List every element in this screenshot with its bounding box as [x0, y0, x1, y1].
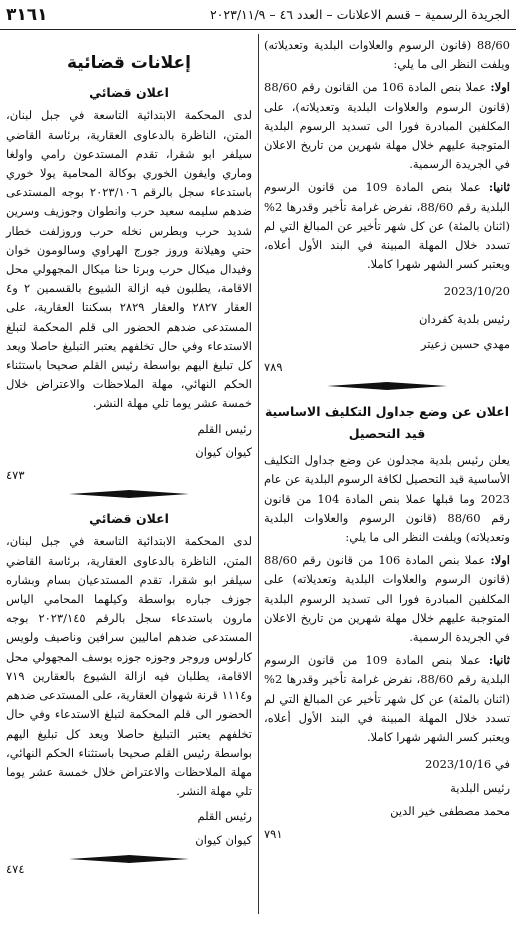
- signature-block: [264, 755, 510, 821]
- left-column: [6, 36, 252, 879]
- notice-first-clause: [264, 551, 510, 647]
- clause-label: اولا:: [490, 80, 510, 95]
- notice-date: 2023/10/20: [443, 284, 510, 299]
- page-header: [0, 0, 516, 30]
- signature-block: [264, 282, 510, 354]
- notice-body: لدى المحكمة الابتدائية التاسعة في جبل لبنان، المتن، الناظرة بالدعاوى العقارية، برئاسة القاضي سيلفر ابو شقرا، تقدم المستدعيان بسام وبشاره جوزف جباره بواسطة وكيلهما المحامي الياس مارون باستدعاء سجل بالرقم ٢٠٢٣/١٤٥ بوجه المستدعى ضدهم اماليين سرافين وناصيف ولويس كارلوس وروجر وجوزه جوزه يوسف المجهولي محل الاقامة، يطلبان فيه ازالة الشيوع بالعقارين ٧١٩ و١١١٤ قرنة شهوان العقارية، على المستدعى ضدهم الحضور الى قلم المحكمة لتبلغ الاستدعاء وفي حال تخلفهم يعتبر التبليغ حاصلا ويعد كل تبليغ اليهم بواسطة رئيس القلم صحيحا باستثناء الحكم النهائي، مهلة الملاحظات والاعتراض خلال خمسة عشر يوما تلي مهلة النشر.: [6, 534, 252, 799]
- notice-title: اعلان عن وضع جداول التكليف الاساسية قيد التحصيل: [264, 404, 510, 442]
- clause-label: ثانيا:: [488, 180, 510, 195]
- clause-text: عملا بنص المادة 106 من القانون رقم 88/60 (قانون الرسوم والعلاوات البلدية وتعديلاته)، على المكلفين المبادرة فورا الى تسديد الرسوم البلدية المتوجبة عليهم خلال مهلة شهرين من تاريخ الاعلان في الجريدة الرسمية.: [264, 80, 510, 172]
- notice-title: اعلان قضائي: [89, 85, 169, 101]
- continuation-second-clause: [264, 178, 510, 274]
- signatory-name: محمد مصطفى خير الدين: [390, 803, 510, 818]
- clause-text: عملا بنص المادة 109 من قانون الرسوم البلدية رقم 88/60، نفرض غرامة تأخير وقدرها 2% (اثنان بالمئة) عن كل شهر تأخير عن المبالغ التي لم تسدد خلال المهلة المبينة في البند الأول أعلاه، ويعتبر كسر الشهر شهرا كاملا.: [264, 653, 510, 745]
- signatory-name: مهدي حسين زعيتر: [420, 336, 510, 351]
- notice-date: في 2023/10/16: [424, 757, 510, 772]
- section-title: إعلانات قضائية: [66, 53, 191, 73]
- signatory-title: رئيس بلدية كفردان: [418, 311, 510, 326]
- signatory-name: كيوان كيوان: [195, 832, 252, 847]
- signatory-title: رئيس القلم: [197, 421, 252, 436]
- column-divider: [258, 34, 259, 914]
- notice-reference: ٧٩١: [264, 826, 283, 841]
- notice-reference: ٤٧٣: [6, 468, 25, 483]
- signatory-name: كيوان كيوان: [195, 444, 252, 459]
- signatory-title: رئيس البلدية: [450, 780, 510, 795]
- right-column: [264, 36, 510, 844]
- notice-title: اعلان قضائي: [89, 511, 169, 527]
- signatory-title: رئيس القلم: [197, 809, 252, 824]
- clause-text: عملا بنص المادة 109 من قانون الرسوم البلدية رقم 88/60، نفرض غرامة تأخير وقدرها 2% (اثنان بالمئة) عن كل شهر تأخير عن المبالغ التي لم تسدد خلال المهلة المبينة في البند الأول أعلاه، ويعتبر كسر الشهر شهرا كاملا.: [264, 180, 510, 272]
- notice-reference: ٧٨٩: [264, 360, 283, 375]
- continuation-first-clause: [264, 78, 510, 174]
- section-separator: [264, 381, 510, 391]
- notice-body: لدى المحكمة الابتدائية التاسعة في جبل لبنان، المتن، الناظرة بالدعاوى العقارية، برئاسة القاضي سيلفر ابو شقرا، تقدم المستدعون رامي واولغا وماري وايفون الخوري بوكالة المحامية يولا خوري باستدعاء سجل بالرقم ٢٠٢٣/١٠٦ بوجه المستدعى ضدهم سليمه سعيد حرب وانطوان وجوزيف وسرين شديد حرب وبطرس نخله حرب وروزلفت خطار حتي وهيلانة وروز جورج الهراوي وسالومون خوان وفيدال ميكال حرب وبرتا حنا ميكال المجهولي محل الاقامة، يطلبون فيه ازالة الشيوع بالقسمين ٢ و٤ العقار ٢٨٢٧ والعقار ٢٨٢٩ بسكنتا العقارية، على المستدعى ضدهم الحضور الى قلم المحكمة لتبلغ الاستدعاء وفي حال تخلفهم يعتبر التبليغ حاصلا ويعد كل تبليغ اليهم بواسطة رئيس القلم صحيحا باستثناء الحكم النهائي، مهلة الملاحظات والاعتراض خلال خمسة عشر يوما تلي مهلة النشر.: [6, 108, 253, 411]
- clause-label: ثانيا:: [488, 653, 510, 668]
- notice-reference: ٤٧٤: [6, 861, 25, 876]
- notice-second-clause: [264, 651, 510, 747]
- header-title: الجريدة الرسمية – قسم الاعلانات – العدد ٤٦ – ٢٠٢٣/١١/٩: [209, 7, 510, 22]
- notice-body: يعلن رئيس بلدية مجدلون عن وضع جداول التكليف الأساسية قيد التحصيل لكافة الرسوم البلدية عن عام 2023 وما قبلها عملا بنص المادة 104 من قانون رقم 88/60 (قانون الرسوم والعلاوات البلدية وتعديلاته) ويلفت النظر الى ما يلي:: [264, 453, 510, 545]
- clause-text: عملا بنص المادة 106 من قانون رقم 88/60 (قانون الرسوم والعلاوات البلدية وتعديلاته) على المكلفين المبادرة فورا الى تسديد الرسوم البلدية المتوجبة عليهم خلال مهلة شهرين من تاريخ الاعلان في الجريدة الرسمية.: [264, 553, 510, 645]
- signature-block: [6, 420, 252, 462]
- signature-block: [6, 807, 252, 849]
- continuation-intro: 88/60 (قانون الرسوم والعلاوات البلدية وتعديلاته) ويلفت النظر الى ما يلي:: [264, 38, 510, 72]
- section-separator: [6, 489, 252, 499]
- clause-label: اولا:: [490, 553, 510, 568]
- page-number: ٣١٦١: [6, 4, 48, 25]
